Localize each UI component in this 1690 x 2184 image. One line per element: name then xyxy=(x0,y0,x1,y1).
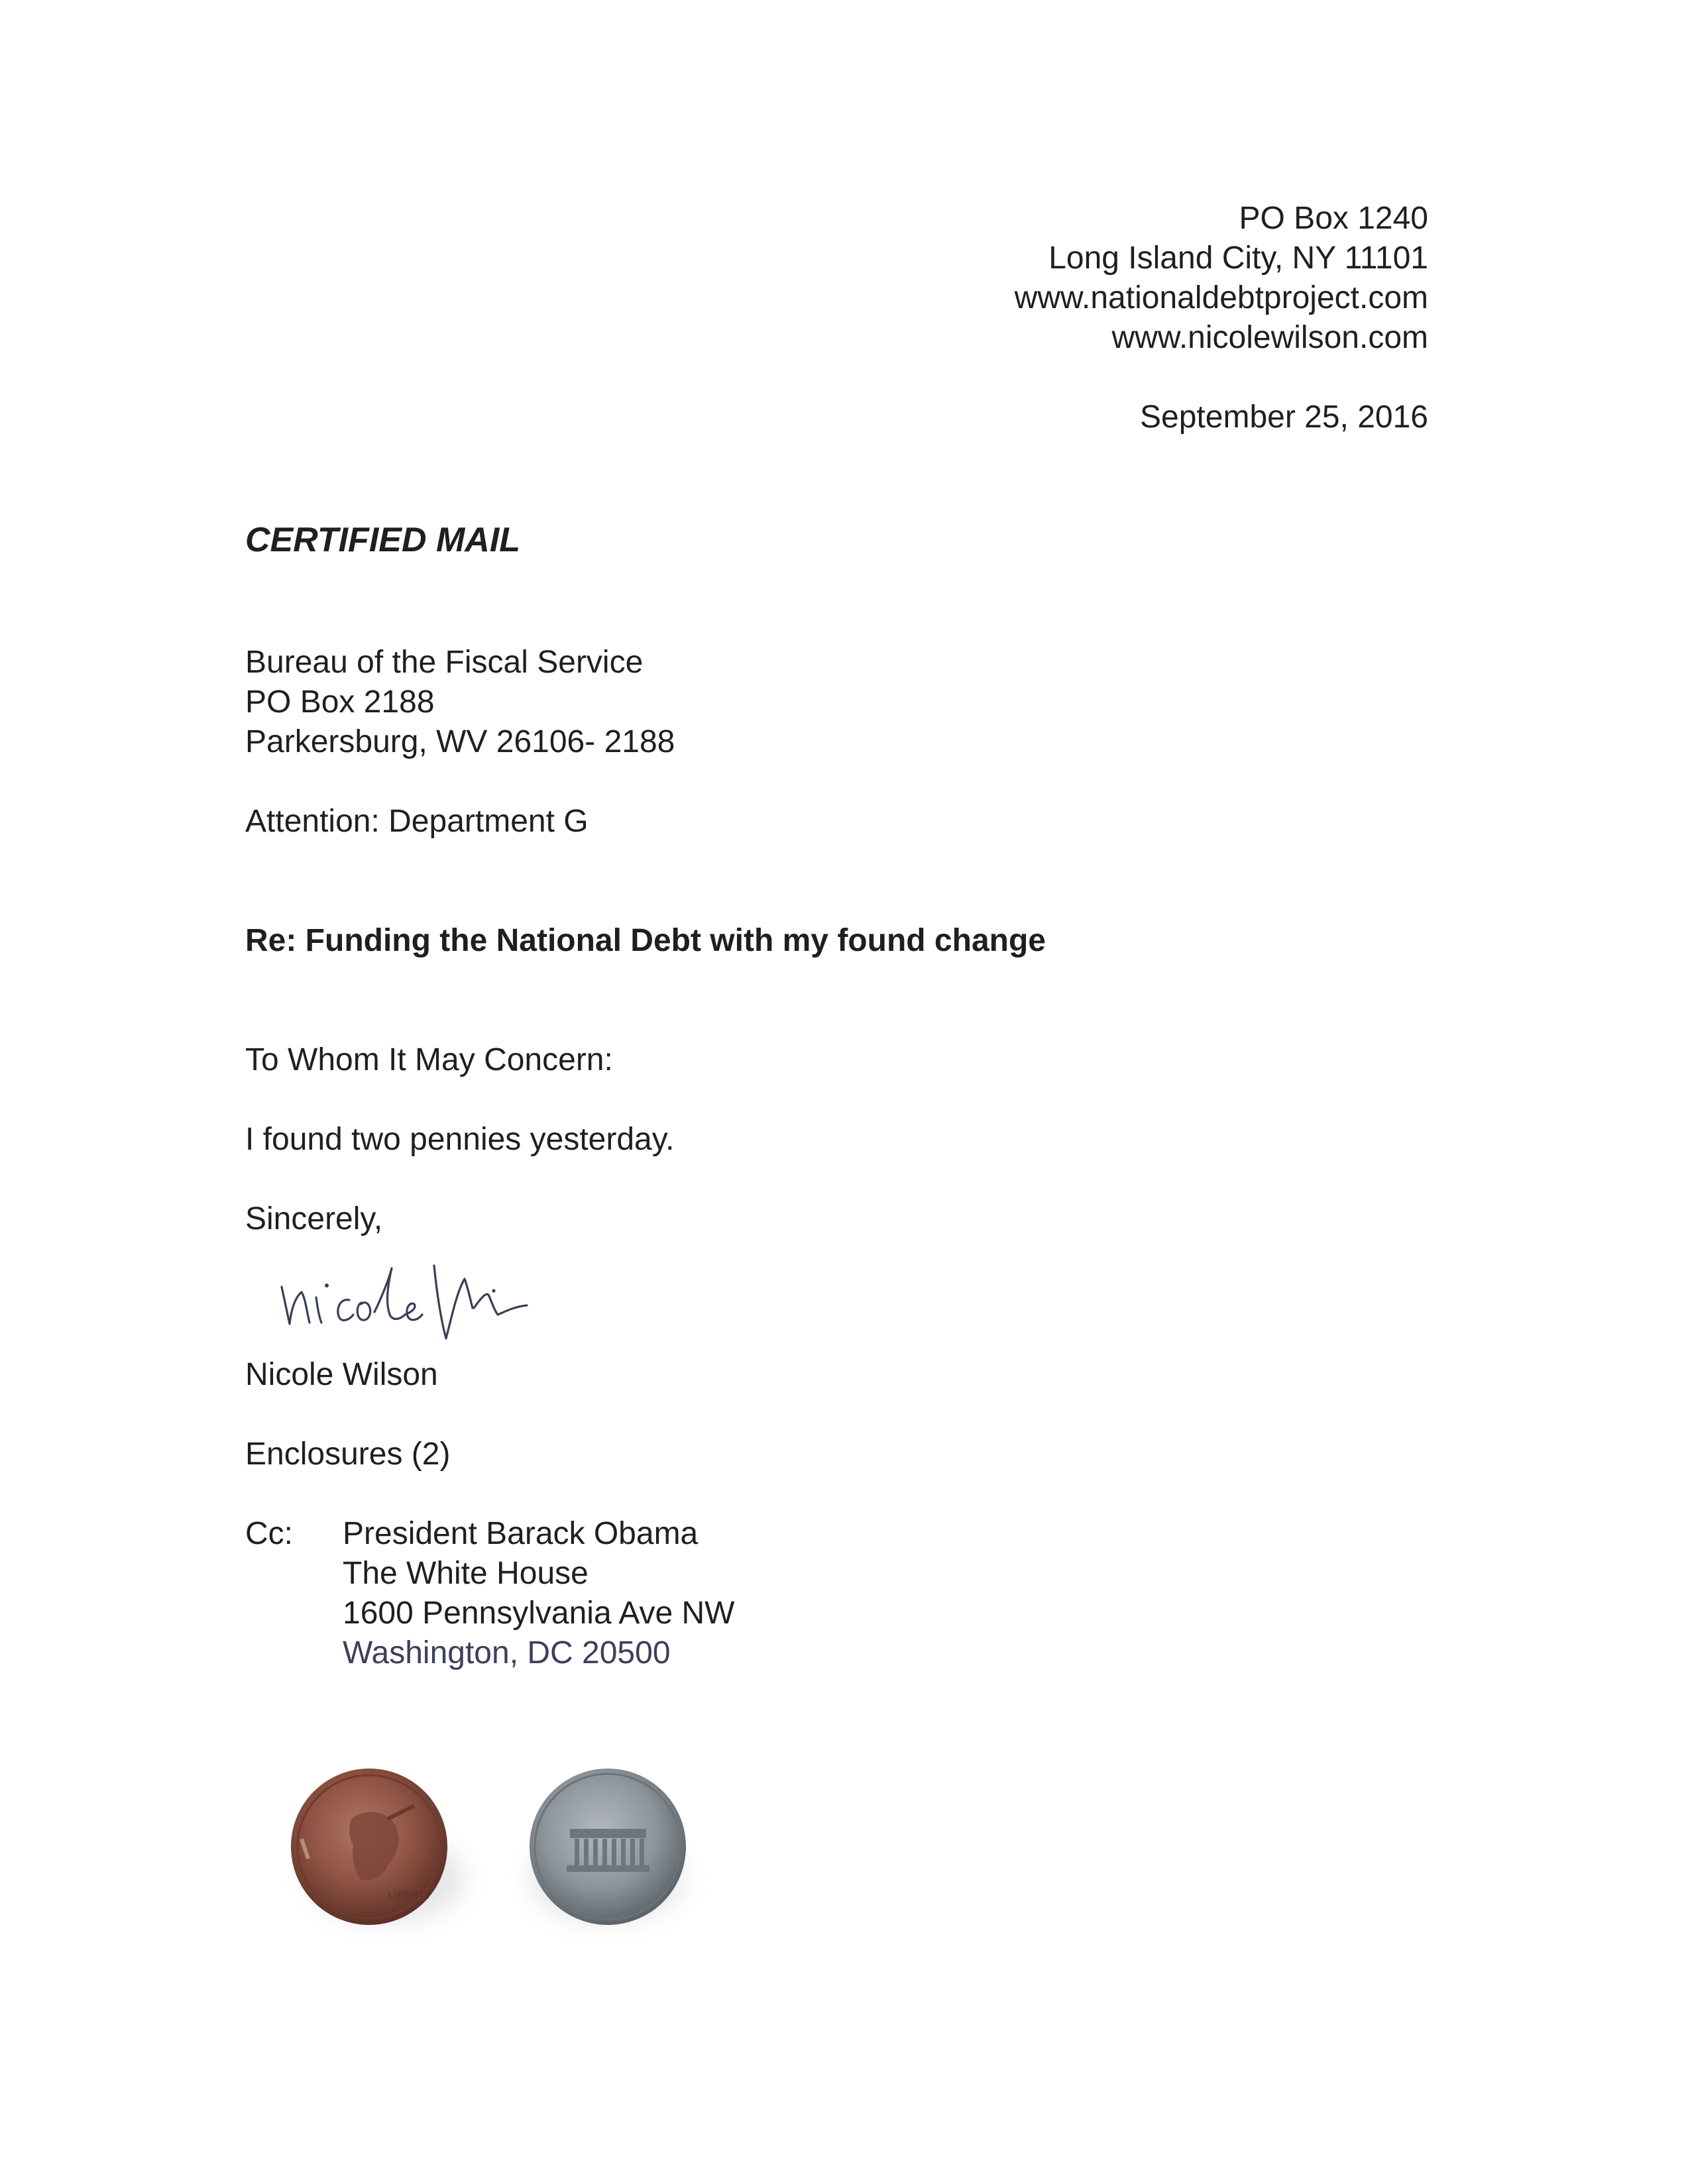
certified-mail-heading: CERTIFIED MAIL xyxy=(245,521,521,559)
copper-penny-image xyxy=(288,1766,451,1928)
cc-name: President Barack Obama xyxy=(343,1516,699,1551)
cc-address-block xyxy=(343,1514,734,1673)
recipient-address-block xyxy=(245,643,675,762)
sender-city-state-zip: Long Island City, NY 11101 xyxy=(1048,241,1428,276)
salutation: To Whom It May Concern: xyxy=(245,1042,613,1077)
recipient-city-state-zip: Parkersburg, WV 26106- 2188 xyxy=(245,724,675,759)
signer-name: Nicole Wilson xyxy=(245,1357,438,1392)
svg-text:LIBERTY: LIBERTY xyxy=(388,1890,432,1901)
sender-address-block xyxy=(1015,199,1428,358)
attention-line: Attention: Department G xyxy=(245,804,589,839)
subject-line: Re: Funding the National Debt with my found change xyxy=(245,923,1046,958)
sender-website-project: www.nationaldebtproject.com xyxy=(1014,280,1428,315)
closing: Sincerely, xyxy=(245,1201,383,1236)
handwritten-signature xyxy=(275,1226,646,1345)
letter-body: I found two pennies yesterday. xyxy=(245,1122,675,1157)
sender-po-box: PO Box 1240 xyxy=(1239,201,1428,236)
zinc-penny-image xyxy=(527,1766,689,1928)
recipient-po-box: PO Box 2188 xyxy=(245,684,435,720)
recipient-organization: Bureau of the Fiscal Service xyxy=(245,645,644,680)
enclosures-note: Enclosures (2) xyxy=(245,1437,451,1472)
letter-date: September 25, 2016 xyxy=(1140,400,1428,435)
cc-city-state-zip: Washington, DC 20500 xyxy=(343,1635,671,1670)
cc-organization: The White House xyxy=(343,1556,589,1591)
cc-street: 1600 Pennsylvania Ave NW xyxy=(343,1596,735,1631)
cc-label: Cc: xyxy=(245,1516,293,1551)
sender-website-personal: www.nicolewilson.com xyxy=(1111,320,1428,355)
